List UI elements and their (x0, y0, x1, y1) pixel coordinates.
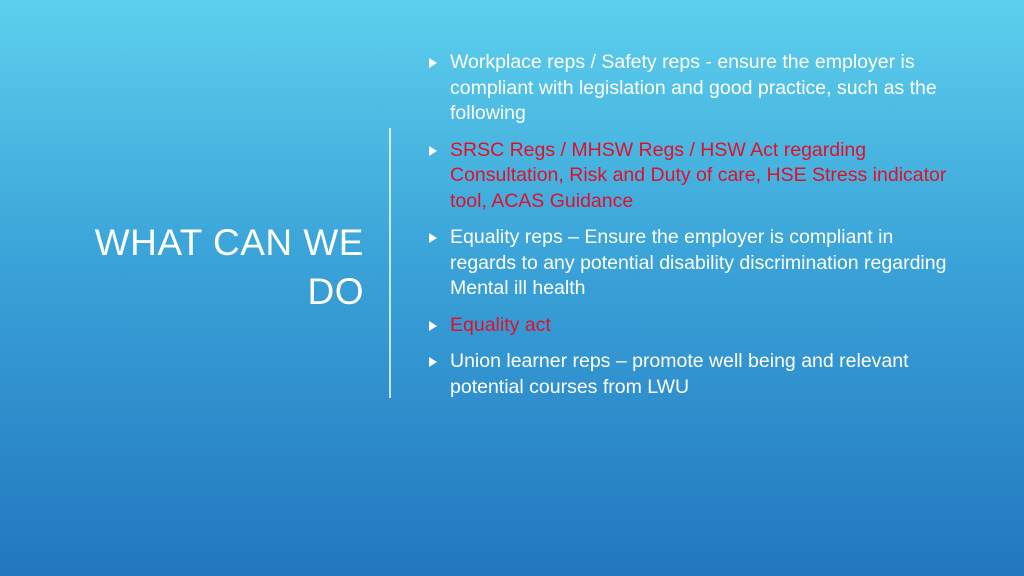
bullet-item (428, 313, 948, 339)
bullet-item (428, 138, 948, 215)
bullet-text: SRSC Regs / MHSW Regs / HSW Act regarding Consultation, Risk and Duty of care, HSE Stress indicator tool, ACAS Guidance (450, 138, 947, 212)
bullet-item (428, 50, 948, 127)
bullet-item (428, 225, 948, 302)
bullet-text: Workplace reps / Safety reps - ensure the employer is compliant with legislation and good practice, such as the following (450, 51, 937, 124)
bullet-item (428, 349, 948, 400)
slide-title: WHAT CAN WE DO (94, 222, 364, 312)
triangle-right-icon (429, 357, 437, 367)
vertical-divider (389, 128, 391, 398)
bullet-text: Union learner reps – promote well being and relevant potential courses from LWU (450, 350, 909, 398)
bullet-text: Equality reps – Ensure the employer is compliant in regards to any potential disability discrimination regarding Mental ill health (450, 226, 947, 299)
triangle-right-icon (429, 146, 437, 156)
bullet-list (428, 50, 948, 411)
triangle-right-icon (429, 58, 437, 68)
triangle-right-icon (429, 321, 437, 331)
bullet-text: Equality act (450, 313, 551, 336)
triangle-right-icon (429, 233, 437, 243)
